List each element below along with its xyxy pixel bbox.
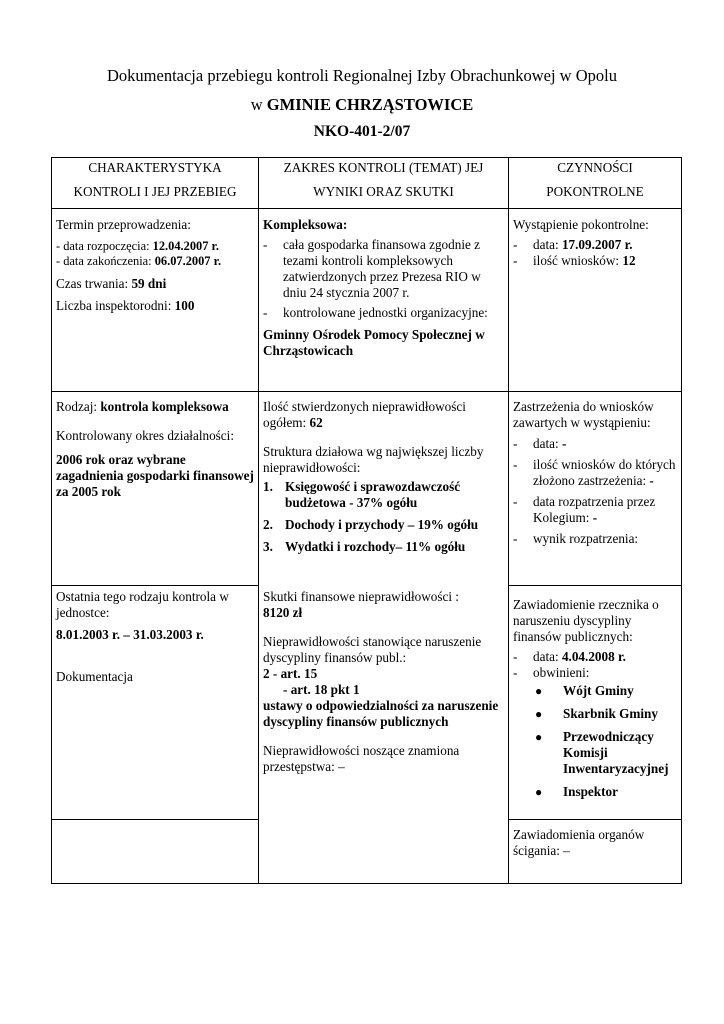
accused-item: ● Skarbnik Gminy <box>535 706 658 721</box>
irregularity-item: 2. Dochody i przychody – 19% ogółu <box>263 517 479 532</box>
row2-scope: Ilość stwierdzonych nieprawidłowości ogółem: 62 Struktura działowa wg największej liczby nieprawidłowości: 1. Księgowość i sprawozdawczość budżetowa - 37% ogółu 2. Dochody i przychody – 19% ogółu 3. Wydatki i rozchody– 11% ogółu <box>263 399 505 555</box>
irregularity-item: 3. Wydatki i rozchody– 11% ogółu <box>263 539 466 554</box>
header-col-actions: CZYNNOŚCI POKONTROLNE <box>546 160 644 199</box>
row3-scope: Skutki finansowe nieprawidłowości : 8120 zł Nieprawidłowości stanowiące naruszenie dyscypliny finansów publ.: 2 - art. 15 - art. 18 pkt 1 ustawy o odpowiedzialności za naruszenie dyscypliny finansów publicznych Nieprawidłowości noszące znamiona przestępstwa: – <box>263 589 499 774</box>
case-number: NKO-401-2/07 <box>313 123 411 140</box>
header-col-scope: ZAKRES KONTROLI (TEMAT) JEJ WYNIKI ORAZ SKUTKI <box>283 160 484 199</box>
row3-actions: Zawiadomienie rzecznika o naruszeniu dyscypliny finansów publicznych: - data: 4.04.2008 r. - obwinieni: ● Wójt Gminy ● Skarbnik Gminy ● Przewodniczący Komisji Inwentaryzacyjnej ● Inspektor <box>513 597 679 800</box>
header-col-characteristics: CHARAKTERYSTYKA KONTROLI I JEJ PRZEBIEG <box>73 160 237 199</box>
municipality-name: GMINIE CHRZĄSTOWICE <box>266 95 474 114</box>
document-subtitle <box>0 95 724 115</box>
irregularity-item: 1. Księgowość i sprawozdawczość budżetowa - 37% ogółu <box>263 479 461 510</box>
document-title: Dokumentacja przebiegu kontroli Regionalnej Izby Obrachunkowej w Opolu <box>107 66 617 85</box>
row1-actions: Wystąpienie pokontrolne: - data: 17.09.2007 r. - ilość wniosków: 12 <box>513 217 649 268</box>
row4-actions: Zawiadomienia organów ścigania: – <box>513 827 645 858</box>
subtitle-prefix: w <box>250 95 267 114</box>
accused-item: ● Inspektor <box>535 784 618 799</box>
accused-item: ● Przewodniczący Komisji Inwentaryzacyjnej <box>535 729 669 776</box>
row2-actions: Zastrzeżenia do wniosków zawartych w wystąpieniu: - data: - - ilość wniosków do których złożono zastrzeżenia: - - data rozpatrzenia przez Kolegium: - - wynik rozpatrzenia: <box>513 399 676 546</box>
row3-characteristics: Ostatnia tego rodzaju kontrola w jednostce: 8.01.2003 r. – 31.03.2003 r. Dokumentacja <box>56 589 229 684</box>
row2-characteristics: Rodzaj: kontrola kompleksowa Kontrolowany okres działalności: 2006 rok oraz wybrane zagadnienia gospodarki finansowej za 2005 rok <box>56 399 254 499</box>
row1-scope: Kompleksowa: - cała gospodarka finansowa zgodnie z tezami kontroli kompleksowych zatwierdzonych przez Prezesa RIO w dniu 24 stycznia 2007 r. - kontrolowane jednostki organizacyjne: Gminny Ośrodek Pomocy Społecznej w Chrząstowicach <box>263 217 488 358</box>
accused-item: ● Wójt Gminy <box>535 683 634 698</box>
row1-characteristics: Termin przeprowadzenia: - data rozpoczęcia: 12.04.2007 r. - data zakończenia: 06.07.2007 r. Czas trwania: 59 dni Liczba inspektorodni: 100 <box>56 217 222 313</box>
